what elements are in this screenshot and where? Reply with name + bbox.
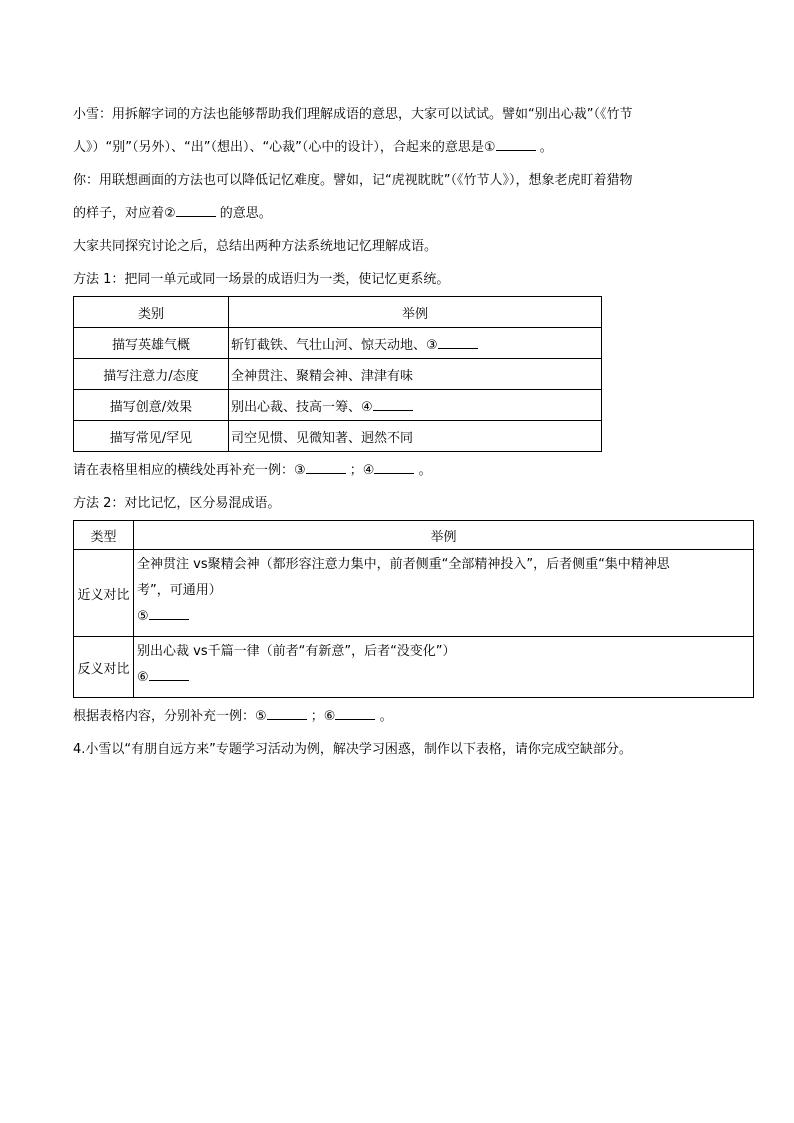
examples-text: 别出心裁、技高一筹、④ xyxy=(231,399,373,415)
detail-line: 别出心裁 vs千篇一律（前者“有新意”，后者“没变化”） xyxy=(137,644,456,659)
method1-heading xyxy=(73,263,755,296)
paragraph-text: ；⑥ xyxy=(306,709,336,724)
paragraph-xiaoxue-line2 xyxy=(73,131,755,164)
table-header-row xyxy=(74,297,602,328)
paragraph-text: 。 xyxy=(375,709,393,724)
paragraph-text: 方法 1：把同一单元或同一场景的成语归为一类，使记忆更系统。 xyxy=(73,272,450,287)
category-cell: 描写注意力/态度 xyxy=(74,359,229,390)
examples-cell xyxy=(229,390,602,421)
table-row xyxy=(74,421,602,452)
paragraph-text: 。 xyxy=(535,140,553,155)
detail-line: 考”，可通用） xyxy=(137,583,222,598)
category-cell: 描写创意/效果 xyxy=(74,390,229,421)
paragraph-text: 人》）“别”（另外）、“出”（想出）、“心裁”（心中的设计），合起来的意思是① xyxy=(73,140,496,155)
detail-line xyxy=(137,604,750,630)
answer-blank-4[interactable] xyxy=(373,396,413,411)
answer-blank-3-line[interactable] xyxy=(306,459,346,474)
fill-instruction-2 xyxy=(73,700,755,733)
method2-table xyxy=(73,520,754,698)
category-cell: 描写常见/罕见 xyxy=(74,421,229,452)
method2-heading xyxy=(73,487,755,520)
examples-text: 斩钉截铁、气壮山河、惊天动地、③ xyxy=(231,337,438,353)
paragraph-text: 根据表格内容，分别补充一例：⑤ xyxy=(73,709,267,724)
paragraph-ni-line1 xyxy=(73,164,755,197)
paragraph-text: 请在表格里相应的横线处再补充一例：③ xyxy=(73,463,306,478)
fill-instruction-1 xyxy=(73,454,755,487)
paragraph-ni-line2 xyxy=(73,197,755,230)
table-header-row xyxy=(74,521,754,550)
table-header-cell: 举例 xyxy=(134,521,754,550)
type-cell: 反义对比 xyxy=(74,637,134,698)
document-page xyxy=(73,98,755,766)
paragraph-xiaoxue-line1 xyxy=(73,98,755,131)
question-4 xyxy=(73,733,755,766)
examples-cell xyxy=(229,328,602,359)
method1-table xyxy=(73,296,602,452)
table-header-cell: 类别 xyxy=(74,297,229,328)
table-header-cell: 类型 xyxy=(74,521,134,550)
category-cell: 描写英雄气概 xyxy=(74,328,229,359)
answer-marker: ⑥ xyxy=(137,670,149,685)
paragraph-text: 小雪：用拆解字词的方法也能够帮助我们理解成语的意思，大家可以试试。譬如“别出心裁”（《竹节 xyxy=(73,107,633,122)
table-row xyxy=(74,359,602,390)
table-row xyxy=(74,637,754,698)
paragraph-text: 4.小雪以“有朋自远方来”专题学习活动为例，解决学习困惑，制作以下表格，请你完成空缺部分。 xyxy=(73,742,632,757)
answer-blank-5[interactable] xyxy=(149,605,189,620)
paragraph-summary xyxy=(73,230,755,263)
examples-cell: 司空见惯、见微知著、迥然不同 xyxy=(229,421,602,452)
paragraph-text: 的意思。 xyxy=(215,206,272,221)
answer-blank-3[interactable] xyxy=(438,334,478,349)
answer-blank-6[interactable] xyxy=(149,666,189,681)
paragraph-text: 的样子，对应着② xyxy=(73,206,176,221)
paragraph-text: ；④ xyxy=(345,463,375,478)
answer-blank-5-line[interactable] xyxy=(267,705,307,720)
detail-cell xyxy=(134,550,754,637)
paragraph-text: 大家共同探究讨论之后，总结出两种方法系统地记忆理解成语。 xyxy=(73,239,438,254)
type-cell: 近义对比 xyxy=(74,550,134,637)
detail-cell xyxy=(134,637,754,698)
answer-marker: ⑤ xyxy=(137,609,149,624)
table-row xyxy=(74,550,754,637)
paragraph-text: 方法 2：对比记忆，区分易混成语。 xyxy=(73,496,281,511)
examples-cell: 全神贯注、聚精会神、津津有味 xyxy=(229,359,602,390)
table-row xyxy=(74,328,602,359)
answer-blank-1[interactable] xyxy=(496,136,536,151)
table-row xyxy=(74,390,602,421)
detail-line: 全神贯注 vs聚精会神（都形容注意力集中，前者侧重“全部精神投入”，后者侧重“集中精神思 xyxy=(137,557,670,572)
detail-line xyxy=(137,665,750,691)
answer-blank-4-line[interactable] xyxy=(374,459,414,474)
answer-blank-6-line[interactable] xyxy=(335,705,375,720)
paragraph-text: 你：用联想画面的方法也可以降低记忆难度。譬如，记“虎视眈眈”（《竹节人》），想象老虎盯着猎物 xyxy=(73,173,633,188)
table-header-cell: 举例 xyxy=(229,297,602,328)
paragraph-text: 。 xyxy=(414,463,432,478)
answer-blank-2[interactable] xyxy=(176,202,216,217)
